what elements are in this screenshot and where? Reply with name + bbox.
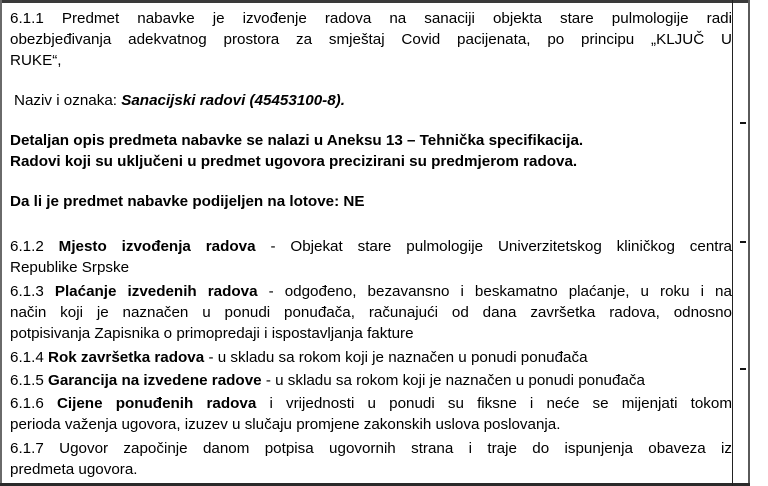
item-title: Plaćanje izvedenih radova — [54, 283, 258, 300]
page-border-top — [0, 0, 748, 3]
item-613-line: potpisivanja Zapisnika o primopredaji i ispostavljanja fakture — [10, 325, 414, 342]
item-number: 6.1.5 — [10, 372, 44, 389]
detaljan-opis-line: Radovi koji su uključeni u predmet ugovora precizirani su predmjerom radova. — [10, 153, 578, 170]
item-title: Garancija na izvedene radove — [48, 372, 262, 389]
margin-rule — [732, 0, 733, 486]
item-612-line — [10, 238, 732, 256]
item-612-line: Republike Srpske — [10, 259, 130, 276]
item-615-line — [10, 372, 645, 390]
naziv-label: Naziv i oznaka: — [14, 92, 117, 109]
item-text: - Objekat stare pulmologije Univerzitetskog kliničkog centra — [270, 238, 732, 255]
item-title: Rok završetka radova — [48, 349, 205, 366]
item-text: i vrijednosti u ponudi su fiksne i neće se mijenjati tokom — [269, 395, 732, 412]
margin-mark — [740, 368, 746, 370]
item-616-line: perioda važenja ugovora, izuzev u slučaju promjene zakonskih uslova poslovanja. — [10, 416, 561, 433]
margin-mark — [740, 122, 746, 124]
item-title: Mjesto izvođenja radova — [58, 238, 256, 255]
item-616-line — [10, 395, 732, 413]
item-text: - u skladu sa rokom koji je naznačen u ponudi ponuđača — [208, 349, 588, 366]
page-border-right — [748, 0, 750, 486]
paragraph-611-line: 6.1.1 Predmet nabavke je izvođenje radova na sanaciji objekta stare pulmologije radi — [10, 10, 732, 27]
lotovi-line: Da li je predmet nabavke podijeljen na lotove: NE — [10, 193, 365, 210]
item-text: - u skladu sa rokom koji je naznačen u ponudi ponuđača — [265, 372, 645, 389]
item-617-line: predmeta ugovora. — [10, 461, 138, 478]
item-613-line — [10, 283, 732, 301]
naziv-value: Sanacijski radovi (45453100-8). — [121, 92, 345, 109]
item-number: 6.1.6 — [10, 395, 44, 412]
item-title: Cijene ponuđenih radova — [56, 395, 257, 412]
detaljan-opis-line: Detaljan opis predmeta nabavke se nalazi u Aneksu 13 – Tehnička specifikacija. — [10, 132, 584, 149]
naziv-line — [14, 92, 345, 110]
page-border-left — [0, 0, 2, 486]
item-text: - odgođeno, bezavansno i beskamatno plaćanje, u roku i na — [268, 283, 732, 300]
item-614-line — [10, 349, 588, 367]
item-number: 6.1.2 — [10, 238, 44, 255]
paragraph-611-line: RUKE“, — [10, 52, 62, 69]
paragraph-611-line: obezbjeđivanja adekvatnog prostora za smještaj Covid pacijenata, po principu „KLJUČ U — [10, 31, 732, 48]
margin-mark — [740, 241, 746, 243]
item-617-line: 6.1.7 Ugovor započinje danom potpisa ugovornih strana i traje do ispunjenja obaveza iz — [10, 440, 732, 457]
item-number: 6.1.4 — [10, 349, 44, 366]
item-613-line: način koji je naznačen u ponudi ponuđača, računajući od dana završetka radova, odnosno — [10, 304, 732, 321]
item-number: 6.1.3 — [10, 283, 44, 300]
